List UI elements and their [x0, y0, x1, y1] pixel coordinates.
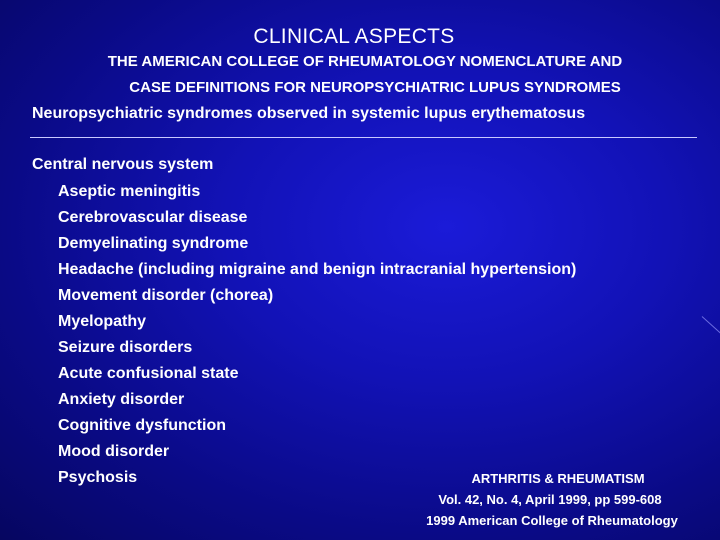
list-item: Demyelinating syndrome: [58, 235, 249, 252]
citation-journal: ARTHRITIS & RHEUMATISM: [471, 471, 645, 486]
slide-title: CLINICAL ASPECTS: [253, 25, 455, 48]
divider-line: [30, 137, 697, 138]
list-item: Acute confusional state: [58, 365, 239, 382]
list-item: Headache (including migraine and benign intracranial hypertension): [58, 261, 577, 278]
list-item: Anxiety disorder: [58, 391, 185, 408]
list-item: Seizure disorders: [58, 339, 193, 356]
intro-text: Neuropsychiatric syndromes observed in systemic lupus erythematosus: [32, 105, 586, 122]
list-item: Movement disorder (chorea): [58, 287, 274, 304]
syndrome-list: [58, 182, 576, 494]
section-heading: Central nervous system: [32, 156, 214, 173]
list-item: Myelopathy: [58, 313, 147, 330]
list-item: Psychosis: [58, 469, 138, 486]
list-item: Mood disorder: [58, 443, 170, 460]
list-item: Cerebrovascular disease: [58, 209, 248, 226]
list-item: Aseptic meningitis: [58, 183, 201, 200]
subtitle-line-2: CASE DEFINITIONS FOR NEUROPSYCHIATRIC LUPUS SYNDROMES: [129, 79, 621, 96]
subtitle-line-1: THE AMERICAN COLLEGE OF RHEUMATOLOGY NOMENCLATURE AND: [107, 53, 623, 70]
citation-volume: Vol. 42, No. 4, April 1999, pp 599-608: [438, 492, 662, 507]
list-item: Cognitive dysfunction: [58, 417, 226, 434]
citation-copyright: 1999 American College of Rheumatology: [426, 513, 678, 528]
decorative-line: [702, 316, 720, 334]
